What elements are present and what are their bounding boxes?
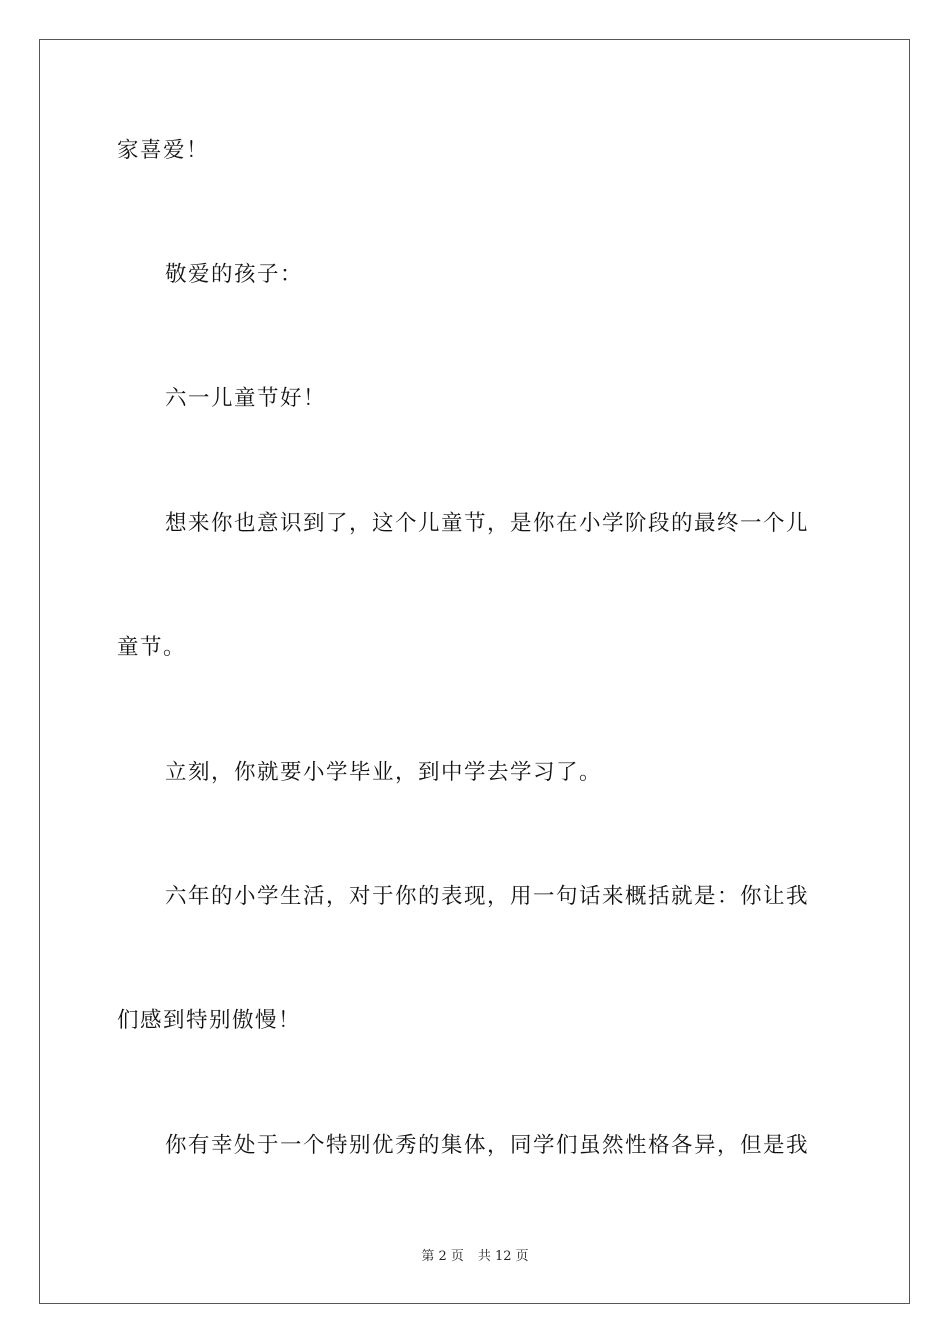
page-number: 第 2 页 bbox=[421, 1249, 464, 1264]
paragraph-line: 六年的小学生活，对于你的表现，用一句话来概括就是：你让我 bbox=[165, 884, 810, 909]
paragraph-line: 想来你也意识到了，这个儿童节，是你在小学阶段的最终一个儿 bbox=[165, 511, 810, 536]
paragraph-line: 们感到特别傲慢！ bbox=[117, 1008, 302, 1033]
paragraph-line: 童节。 bbox=[117, 635, 187, 660]
paragraph-line: 立刻，你就要小学毕业，到中学去学习了。 bbox=[165, 760, 603, 785]
greeting: 六一儿童节好！ bbox=[165, 386, 327, 411]
paragraph-line: 家喜爱！ bbox=[117, 138, 210, 163]
page-footer bbox=[0, 1248, 950, 1266]
paragraph-line: 你有幸处于一个特别优秀的集体，同学们虽然性格各异，但是我 bbox=[165, 1133, 810, 1158]
page-border bbox=[39, 39, 910, 1304]
total-pages: 共 12 页 bbox=[477, 1249, 529, 1264]
salutation: 敬爱的孩子： bbox=[165, 262, 304, 287]
